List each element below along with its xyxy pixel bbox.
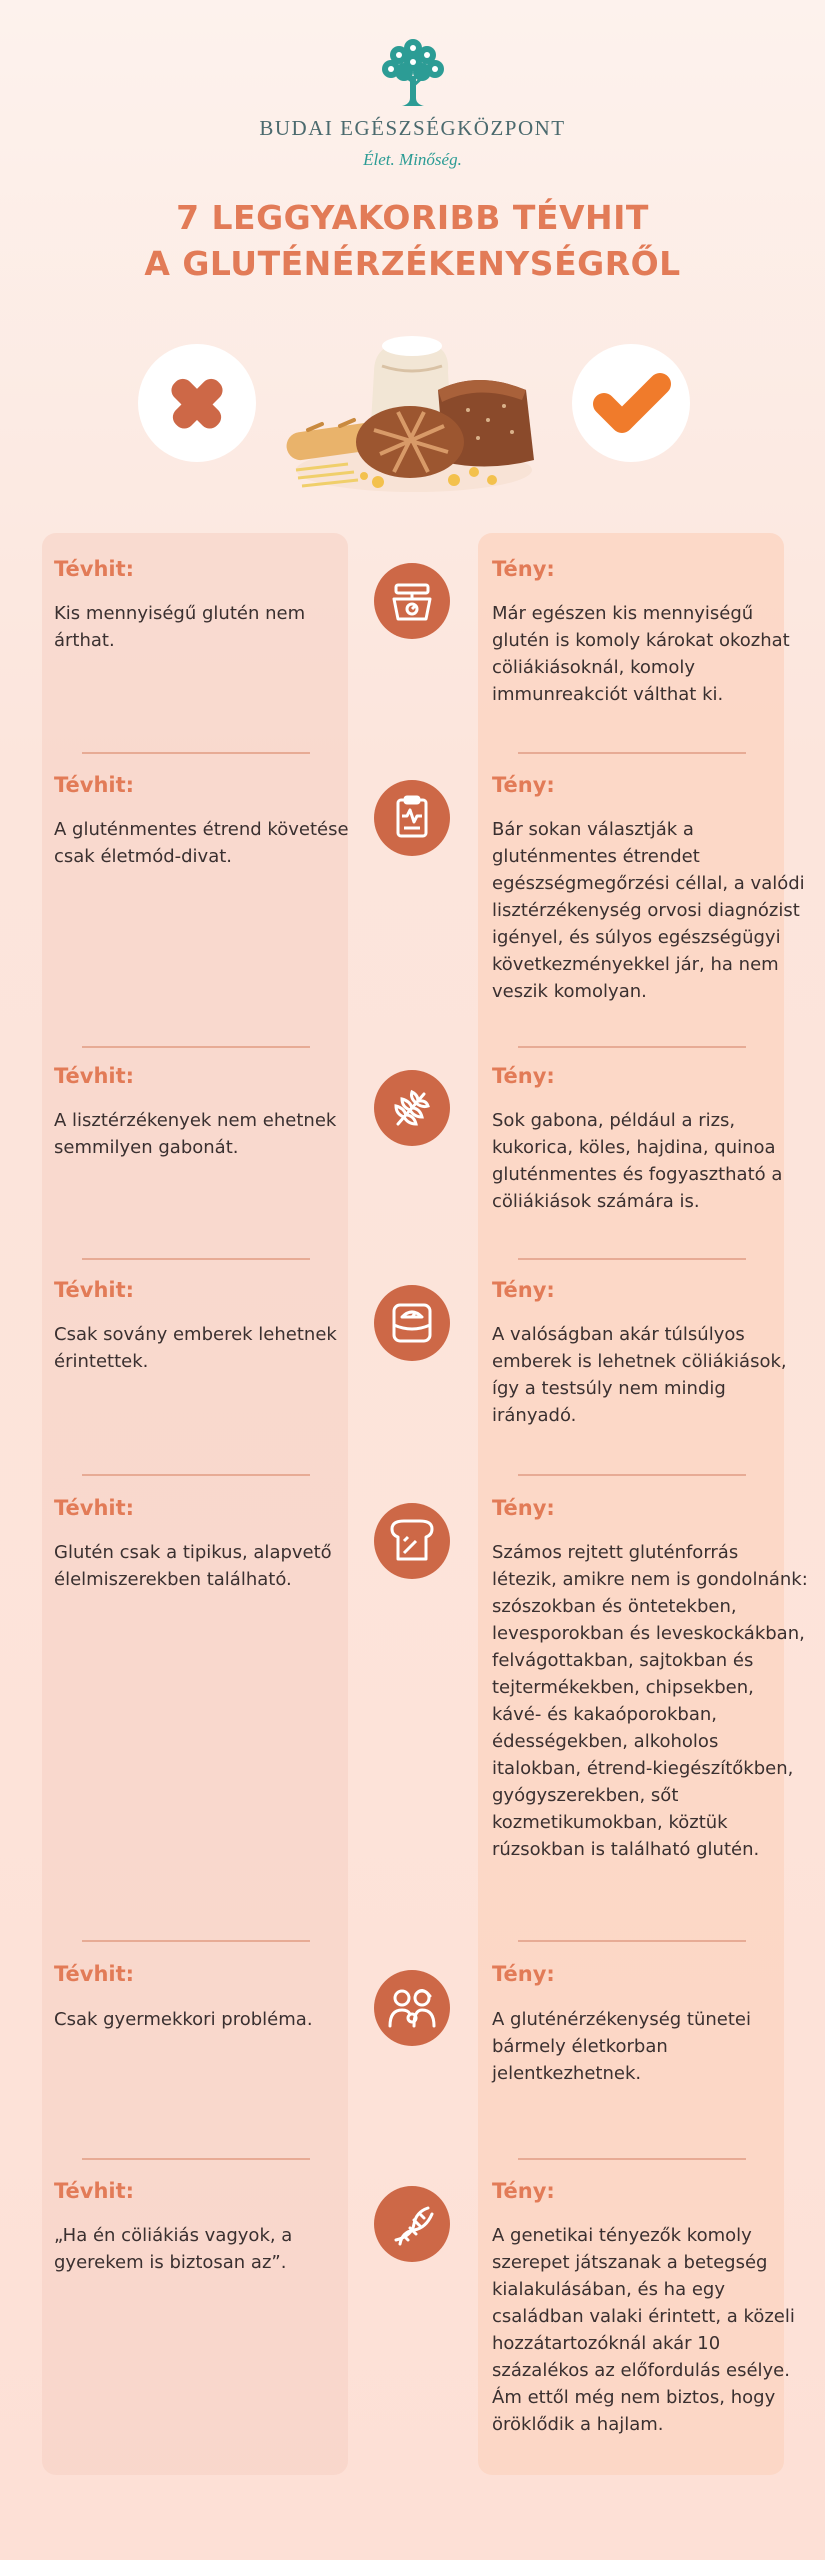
myth-label: Tévhit:	[54, 1496, 135, 1520]
myth-label: Tévhit:	[54, 1064, 135, 1088]
fact-text: A valóságban akár túlsúlyos emberek is lehetnek cöliákiások, így a testsúly nem mindig irányadó.	[492, 1324, 787, 1426]
myth-badge	[138, 344, 256, 462]
medical-report-icon	[374, 780, 450, 856]
dna-icon	[374, 2186, 450, 2262]
myth-text: Csak gyermekkori probléma.	[54, 2009, 313, 2030]
myth-text: A gluténmentes étrend követése csak életmód-divat.	[54, 819, 349, 867]
divider	[518, 1940, 746, 1942]
fact-label: Tény:	[492, 557, 555, 581]
fact-label: Tény:	[492, 1064, 555, 1088]
fact-label: Tény:	[492, 1278, 555, 1302]
fact-label: Tény:	[492, 1962, 555, 1986]
fact-text: Bár sokan választják a gluténmentes étrendet egészségmegőrzési céllal, a valódi lisztérzékenység orvosi diagnózist igényel, és súlyos egészségügyi következményekkel jár, ha nem veszik komolyan.	[492, 819, 805, 1002]
check-icon	[572, 344, 690, 462]
bread-icon	[374, 1503, 450, 1579]
tagline: Élet. Minőség.	[363, 150, 462, 169]
divider	[518, 1258, 746, 1260]
divider	[82, 1258, 310, 1260]
brand-name: BUDAI EGÉSZSÉGKÖZPONT	[259, 116, 566, 140]
divider	[518, 752, 746, 754]
bread-illustration	[278, 320, 550, 500]
page-title-line1: 7 LEGGYAKORIBB TÉVHIT	[176, 198, 649, 237]
myth-text: Kis mennyiségű glutén nem árthat.	[54, 603, 306, 651]
myth-label: Tévhit:	[54, 2179, 135, 2203]
tree-logo-icon	[380, 38, 446, 110]
page-title-line2: A GLUTÉNÉRZÉKENYSÉGRŐL	[144, 244, 681, 283]
fact-text: Számos rejtett gluténforrás létezik, amikre nem is gondolnánk: szószokban és öntetekben, levesporokban és leveskockákban, felvágottakban, sajtokban és tejtermékekben, chipsekben, kávé- és kakaóporokban, édességekben, alkoholos italokban, étrend-kiegészítőkben, gyógyszerekben, sőt kozmetikumokban, köztük rúzsokban is található glutén.	[492, 1542, 808, 1860]
divider	[82, 2158, 310, 2160]
divider	[518, 1046, 746, 1048]
cross-icon	[138, 344, 256, 462]
fact-text: A genetikai tényezők komoly szerepet játszanak a betegség kialakulásában, és ha egy családban valaki érintett, a közeli hozzátartozóknál akár 10 százalékos az előfordulás esélye. Ám ettől még nem biztos, hogy öröklődik a hajlam.	[492, 2225, 795, 2435]
family-icon	[374, 1970, 450, 2046]
fact-label: Tény:	[492, 2179, 555, 2203]
fact-text: Sok gabona, például a rizs, kukorica, köles, hajdina, quinoa gluténmentes és fogyasztható a cöliákiások számára is.	[492, 1110, 783, 1212]
fact-badge	[572, 344, 690, 462]
fact-text: Már egészen kis mennyiségű glutén is komoly károkat okozhat cöliákiásoknál, komoly immunreakciót válthat ki.	[492, 603, 790, 705]
myth-label: Tévhit:	[54, 1962, 135, 1986]
myth-label: Tévhit:	[54, 1278, 135, 1302]
bathroom-scale-icon	[374, 1285, 450, 1361]
myth-text: Glutén csak a tipikus, alapvető élelmiszerekben található.	[54, 1542, 332, 1590]
divider	[82, 1940, 310, 1942]
divider	[82, 1474, 310, 1476]
myth-text: A lisztérzékenyek nem ehetnek semmilyen gabonát.	[54, 1110, 337, 1158]
scale-icon	[374, 563, 450, 639]
myth-label: Tévhit:	[54, 557, 135, 581]
wheat-icon	[374, 1070, 450, 1146]
fact-label: Tény:	[492, 1496, 555, 1520]
divider	[82, 752, 310, 754]
divider	[82, 1046, 310, 1048]
divider	[518, 2158, 746, 2160]
fact-label: Tény:	[492, 773, 555, 797]
myth-text: „Ha én cöliákiás vagyok, a gyerekem is biztosan az”.	[54, 2225, 293, 2273]
myth-label: Tévhit:	[54, 773, 135, 797]
fact-text: A gluténérzékenység tünetei bármely életkorban jelentkezhetnek.	[492, 2009, 752, 2084]
myth-text: Csak sovány emberek lehetnek érintettek.	[54, 1324, 337, 1372]
divider	[518, 1474, 746, 1476]
